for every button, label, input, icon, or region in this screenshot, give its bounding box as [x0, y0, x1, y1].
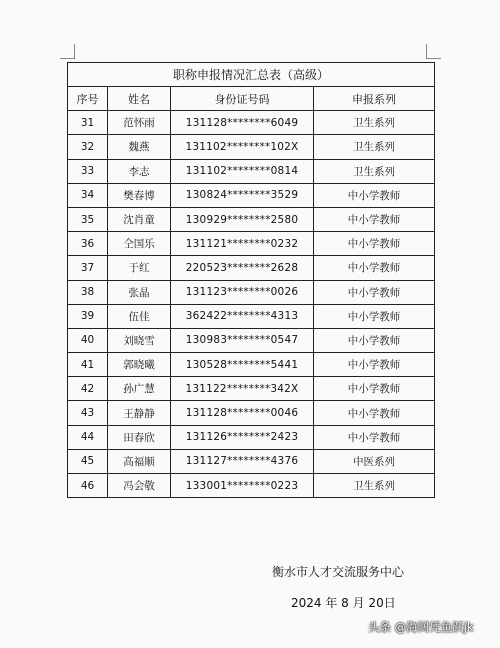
table-row — [68, 159, 435, 183]
row-seq: 32 — [68, 135, 108, 159]
row-seq: 45 — [68, 449, 108, 473]
row-name: 田春欣 — [108, 425, 171, 449]
row-name: 李志 — [108, 159, 171, 183]
row-id-number: 131121********0232 — [171, 232, 314, 256]
row-series: 卫生系列 — [314, 111, 435, 135]
row-name: 伍佳 — [108, 304, 171, 328]
table-row — [68, 256, 435, 280]
row-seq: 34 — [68, 183, 108, 207]
row-seq: 42 — [68, 377, 108, 401]
row-seq: 36 — [68, 232, 108, 256]
issuer-name: 衡水市人才交流服务中心 — [272, 565, 405, 579]
table-row — [68, 474, 435, 498]
row-series: 中小学教师 — [314, 256, 435, 280]
row-seq: 38 — [68, 280, 108, 304]
row-series: 中小学教师 — [314, 207, 435, 231]
issue-date: 2024 年 8 月 20日 — [291, 596, 396, 610]
table-row — [68, 280, 435, 304]
row-name: 于红 — [108, 256, 171, 280]
row-id-number: 130929********2580 — [171, 207, 314, 231]
row-seq: 39 — [68, 304, 108, 328]
row-id-number: 131126********2423 — [171, 425, 314, 449]
row-id-number: 130983********0547 — [171, 328, 314, 352]
crop-mark-top-right — [426, 44, 441, 59]
row-series: 卫生系列 — [314, 474, 435, 498]
row-name: 樊春博 — [108, 183, 171, 207]
row-name: 张晶 — [108, 280, 171, 304]
row-series: 中小学教师 — [314, 280, 435, 304]
row-name: 王静静 — [108, 401, 171, 425]
header-seq: 序号 — [68, 87, 108, 111]
row-series: 中小学教师 — [314, 232, 435, 256]
row-series: 中小学教师 — [314, 377, 435, 401]
roster-table — [67, 62, 435, 498]
header-series: 申报系列 — [314, 87, 435, 111]
row-id-number: 131102********102X — [171, 135, 314, 159]
row-series: 中小学教师 — [314, 401, 435, 425]
row-series: 中小学教师 — [314, 353, 435, 377]
table-row — [68, 111, 435, 135]
row-seq: 43 — [68, 401, 108, 425]
table-row — [68, 232, 435, 256]
row-name: 范怀雨 — [108, 111, 171, 135]
table-row — [68, 377, 435, 401]
table-row — [68, 353, 435, 377]
row-seq: 41 — [68, 353, 108, 377]
table-row — [68, 207, 435, 231]
row-name: 魏燕 — [108, 135, 171, 159]
row-seq: 33 — [68, 159, 108, 183]
row-seq: 31 — [68, 111, 108, 135]
table-row — [68, 183, 435, 207]
row-series: 中小学教师 — [314, 328, 435, 352]
row-series: 卫生系列 — [314, 135, 435, 159]
row-name: 仝国乐 — [108, 232, 171, 256]
row-seq: 44 — [68, 425, 108, 449]
row-name: 高福顺 — [108, 449, 171, 473]
row-id-number: 131127********4376 — [171, 449, 314, 473]
row-seq: 40 — [68, 328, 108, 352]
row-name: 冯会敬 — [108, 474, 171, 498]
table-row — [68, 135, 435, 159]
row-id-number: 131128********6049 — [171, 111, 314, 135]
table-row — [68, 328, 435, 352]
header-id-number: 身份证号码 — [171, 87, 314, 111]
row-seq: 35 — [68, 207, 108, 231]
table-row — [68, 449, 435, 473]
table-body — [68, 111, 435, 498]
row-name: 孙广慧 — [108, 377, 171, 401]
table-row — [68, 401, 435, 425]
row-name: 沈肖童 — [108, 207, 171, 231]
row-id-number: 131128********0046 — [171, 401, 314, 425]
row-id-number: 130528********5441 — [171, 353, 314, 377]
row-series: 中医系列 — [314, 449, 435, 473]
row-series: 中小学教师 — [314, 183, 435, 207]
row-series: 中小学教师 — [314, 425, 435, 449]
crop-mark-top-left — [60, 44, 75, 59]
table-title: 职称申报情况汇总表（高级） — [68, 63, 435, 87]
row-id-number: 131123********0026 — [171, 280, 314, 304]
row-series: 卫生系列 — [314, 159, 435, 183]
header-row — [68, 87, 435, 111]
row-series: 中小学教师 — [314, 304, 435, 328]
row-id-number: 131102********0814 — [171, 159, 314, 183]
table-row — [68, 304, 435, 328]
row-seq: 46 — [68, 474, 108, 498]
header-name: 姓名 — [108, 87, 171, 111]
row-name: 郭晓曦 — [108, 353, 171, 377]
row-id-number: 131122********342X — [171, 377, 314, 401]
row-name: 刘晓雪 — [108, 328, 171, 352]
row-seq: 37 — [68, 256, 108, 280]
row-id-number: 220523********2628 — [171, 256, 314, 280]
table-row — [68, 425, 435, 449]
row-id-number: 362422********4313 — [171, 304, 314, 328]
row-id-number: 130824********3529 — [171, 183, 314, 207]
watermark: 头条 @海阔凭鱼跃jk — [368, 620, 474, 634]
row-id-number: 133001********0223 — [171, 474, 314, 498]
